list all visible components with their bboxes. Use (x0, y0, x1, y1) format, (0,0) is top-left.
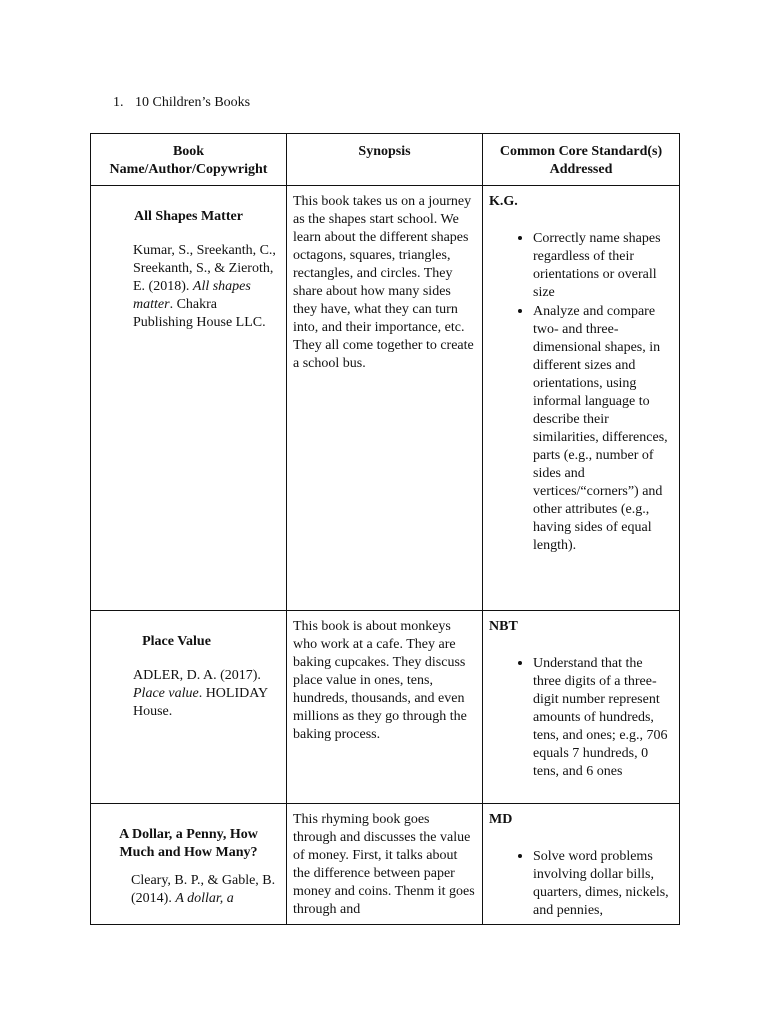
citation-publisher: . HOLIDAY House. (133, 686, 268, 719)
book-title: All Shapes Matter (134, 209, 243, 224)
synopsis-cell (287, 611, 483, 804)
header-standards-line2: Addressed (549, 162, 613, 177)
standards-cell (483, 804, 680, 925)
header-book-line2: Name/Author/Copywright (109, 162, 268, 177)
citation-title: Place value (133, 686, 199, 701)
standard-code: K.G. (489, 194, 518, 209)
header-standards (483, 134, 680, 186)
book-citation (131, 872, 280, 908)
table-row (91, 186, 680, 611)
list-item: • Solve word problems involving dollar bills, quarters, dimes, nickels, and pennies, (533, 847, 673, 920)
citation-authors: Cleary, B. P., & Gable, B. (2014). (131, 873, 276, 906)
standards-cell (483, 611, 680, 804)
header-synopsis-line1: Synopsis (358, 144, 411, 159)
header-book-line1: Book (172, 144, 205, 159)
synopsis-text: This book takes us on a journey as the shapes start school. We learn about the different shapes octagons, squares, triangles, rectangles, and circles. They share about how many sides they have, what they can turn into, and their importance, etc. They all come together to create a school bus. (293, 194, 474, 371)
standards-list (483, 654, 673, 781)
header-book (91, 134, 287, 186)
book-cell (91, 611, 287, 804)
heading-text: 10 Children’s Books (135, 95, 251, 110)
header-synopsis (287, 134, 483, 186)
synopsis-text: This book is about monkeys who work at a cafe. They are baking cupcakes. They discuss place value in ones, tens, hundreds, thousands, and even millions as they go through the baking process. (293, 619, 467, 742)
book-title: A Dollar, a Penny, How Much and How Many? (119, 827, 258, 860)
standard-code: MD (489, 812, 513, 827)
heading-number: 1. (113, 95, 124, 110)
list-item: • Understand that the three digits of a three-digit number represent amounts of hundreds, tens, and ones; e.g., 706 equals 7 hundreds, 0 tens, and 6 ones (533, 654, 673, 781)
citation-publisher: . Chakra Publishing House LLC. (133, 297, 266, 330)
book-title: Place Value (142, 634, 211, 649)
citation-authors: Kumar, S., Sreekanth, C., Sreekanth, S., & Zieroth, E. (2018). (133, 243, 276, 294)
standards-cell (483, 186, 680, 611)
header-standards-line1: Common Core Standard(s) (499, 144, 663, 159)
table-row (91, 611, 680, 804)
list-item: • Analyze and compare two- and three-dimensional shapes, in different sizes and orientations, using informal language to describe their similarities, differences, parts (e.g., number of sides and vertices/“corners”) and other attributes (e.g., having sides of equal length). (533, 302, 673, 555)
standards-list (483, 229, 673, 555)
citation-title: A dollar, a (175, 891, 234, 906)
table-header-row (91, 134, 680, 186)
synopsis-text: This rhyming book goes through and discusses the value of money. First, it talks about the difference between paper money and coins. Thenm it goes through and (293, 812, 475, 917)
standards-list (483, 847, 673, 920)
section-heading (113, 94, 250, 112)
standard-code: NBT (489, 619, 518, 634)
book-cell (91, 186, 287, 611)
synopsis-cell (287, 804, 483, 925)
book-cell (91, 804, 287, 925)
book-citation (133, 667, 280, 721)
citation-authors: ADLER, D. A. (2017). (133, 668, 261, 683)
books-table (90, 133, 680, 925)
synopsis-cell (287, 186, 483, 611)
table-row (91, 804, 680, 925)
citation-title: All shapes matter (133, 279, 251, 312)
book-citation (133, 242, 280, 332)
list-item: • Correctly name shapes regardless of their orientations or overall size (533, 229, 673, 302)
